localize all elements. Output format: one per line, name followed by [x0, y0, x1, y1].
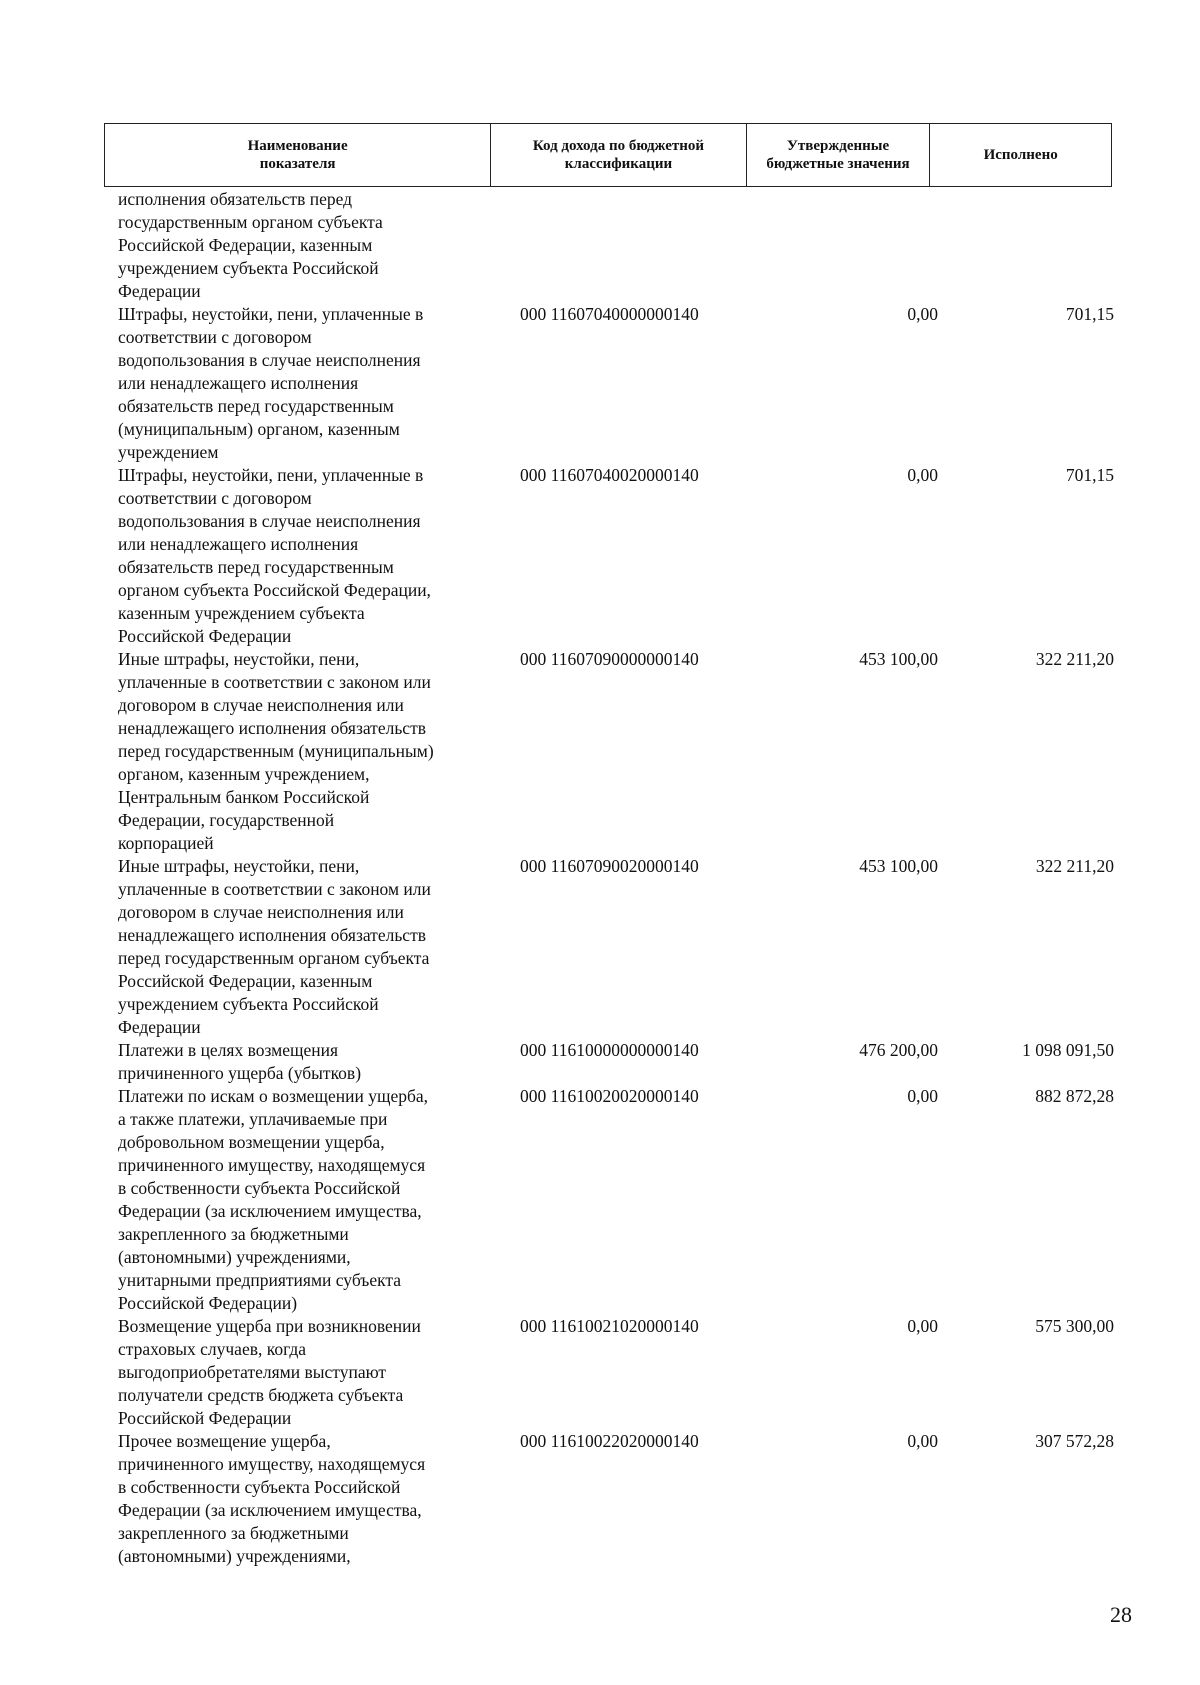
row-executed: 701,15	[1065, 465, 1114, 485]
table-row	[104, 1430, 1112, 1568]
row-executed: 307 572,28	[1035, 1431, 1114, 1451]
row-code: 000 11607040000000140	[520, 304, 699, 324]
row-approved: 453 100,00	[859, 856, 938, 876]
table-row	[104, 1085, 1112, 1315]
row-approved: 453 100,00	[859, 649, 938, 669]
table-row	[104, 1039, 1112, 1085]
row-executed: 575 300,00	[1035, 1316, 1114, 1336]
row-approved: 0,00	[907, 1316, 938, 1336]
row-executed: 1 098 091,50	[1022, 1040, 1114, 1060]
row-code: 000 11610020020000140	[520, 1086, 699, 1106]
row-approved: 476 200,00	[859, 1040, 938, 1060]
row-name: Платежи по искам о возмещении ущерба, а также платежи, уплачиваемые при добровольном возмещении ущерба, причиненного имуществу, находящемуся в собственности субъекта Российской Федерации (за исключением имущества, закрепленного за бюджетными (автономными) учреждениями, унитарными предприятиями субъекта Российской Федерации)	[118, 1086, 429, 1313]
row-executed: 701,15	[1065, 304, 1114, 324]
row-code: 000 11610022020000140	[520, 1431, 699, 1451]
row-name: Иные штрафы, неустойки, пени, уплаченные в соответствии с законом или договором в случае неисполнения или ненадлежащего исполнения обязательств перед государственным (муниципальным) органом, казенным учреждением, Центральным банком Российской Федерации, государственной корпорацией	[118, 649, 434, 853]
row-approved: 0,00	[907, 1431, 938, 1451]
row-approved: 0,00	[907, 1086, 938, 1106]
row-executed: 322 211,20	[1035, 856, 1114, 876]
row-approved: 0,00	[907, 465, 938, 485]
row-code: 000 11610000000000140	[520, 1040, 699, 1060]
row-name: Прочее возмещение ущерба, причиненного имуществу, находящемуся в собственности субъекта Российской Федерации (за исключением имущества, закрепленного за бюджетными (автономными) учреждениями,	[118, 1431, 426, 1566]
header-code	[491, 124, 746, 186]
row-executed: 882 872,28	[1035, 1086, 1114, 1106]
row-name: Возмещение ущерба при возникновении страховых случаев, когда выгодоприобретателями выступают получатели средств бюджета субъекта Российской Федерации	[118, 1316, 421, 1428]
table-header	[104, 123, 1112, 187]
row-approved: 0,00	[907, 304, 938, 324]
table-row	[104, 1315, 1112, 1430]
table-row	[104, 648, 1112, 855]
header-name	[105, 124, 491, 186]
page-number: 28	[1110, 1602, 1132, 1627]
row-code: 000 11610021020000140	[520, 1316, 699, 1336]
row-name: Штрафы, неустойки, пени, уплаченные в соответствии с договором водопользования в случае неисполнения или ненадлежащего исполнения обязательств перед государственным органом субъекта Российской Федерации, казенным учреждением субъекта Российской Федерации	[118, 465, 431, 646]
row-name: Штрафы, неустойки, пени, уплаченные в соответствии с договором водопользования в случае неисполнения или ненадлежащего исполнения обязательств перед государственным (муниципальным) органом, казенным учреждением	[118, 304, 424, 462]
row-name: Иные штрафы, неустойки, пени, уплаченные в соответствии с законом или договором в случае неисполнения или ненадлежащего исполнения обязательств перед государственным органом субъекта Российской Федерации, казенным учреждением субъекта Российской Федерации	[118, 856, 431, 1037]
row-name: Платежи в целях возмещения причиненного ущерба (убытков)	[118, 1040, 362, 1083]
row-code: 000 11607090020000140	[520, 856, 699, 876]
table-row	[104, 464, 1112, 648]
table-row	[104, 855, 1112, 1039]
row-executed: 322 211,20	[1035, 649, 1114, 669]
header-approved-label: Утвержденные бюджетные значения	[766, 138, 910, 172]
header-code-label: Код дохода по бюджетной классификации	[532, 138, 705, 172]
row-code: 000 11607040020000140	[520, 465, 699, 485]
header-executed	[930, 124, 1111, 186]
header-executed-label: Исполнено	[983, 147, 1058, 163]
row-name: исполнения обязательств перед государственным органом субъекта Российской Федерации, казенным учреждением субъекта Российской Федерации	[118, 189, 383, 301]
row-code: 000 11607090000000140	[520, 649, 699, 669]
header-name-label: Наименование показателя	[247, 138, 348, 172]
header-approved	[747, 124, 931, 186]
table-row	[104, 303, 1112, 464]
table-row	[104, 188, 1112, 303]
table-body	[104, 188, 1112, 1568]
